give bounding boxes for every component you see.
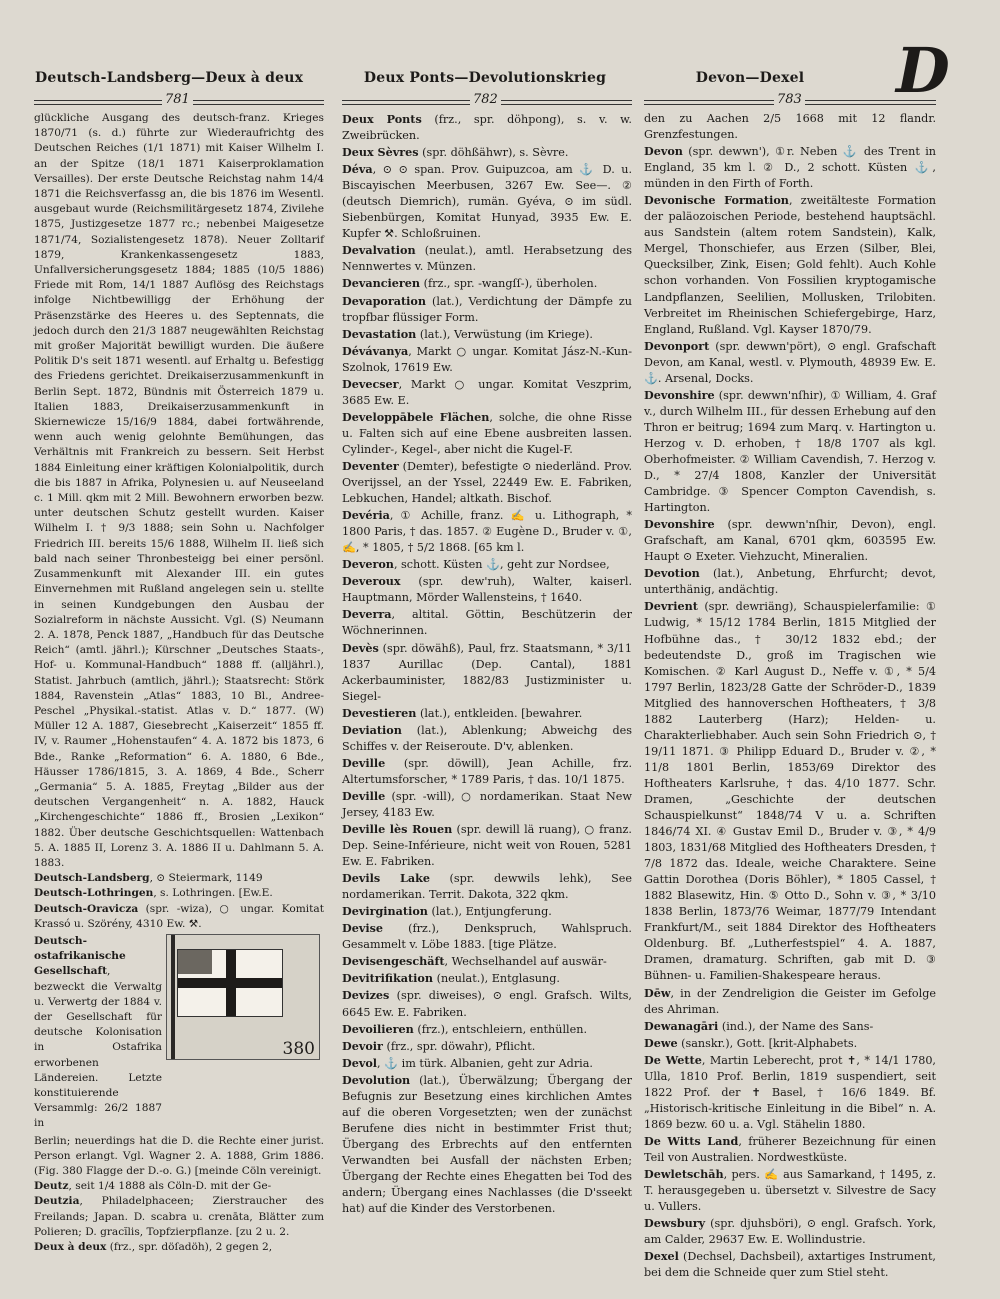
- entry-text: Devitrifikation (neulat.), Entglasung.: [342, 971, 560, 986]
- entry-text: Devaporation (lat.), Verdichtung der Dämpfe zu tropfbar flüssiger Form.: [342, 293, 632, 324]
- headword: Devol: [342, 1055, 378, 1070]
- entry-text: Deveron, schott. Küsten ⚓, geht zur Nordsee,: [342, 557, 610, 572]
- entry-text: Deviation (lat.), Ablenkung; Abweichg des Schiffes v. der Reiseroute. D'v, ablenken.: [342, 722, 632, 753]
- section-letter: D: [896, 34, 950, 107]
- entry-text: Dewanagāri (ind.), der Name des Sans-: [644, 1018, 874, 1033]
- entry-text: Deventer (Demter), befestigte ⊙ niederländ. Prov. Overijssel, an der Yssel, 22449 Ew. E. Fabriken, Lebkuchen, Handel; altkath. Bischof.: [342, 458, 632, 506]
- headword: Dexel: [644, 1249, 679, 1264]
- entry-text: Dēw, in der Zendreligion die Geister im Gefolge des Ahriman.: [644, 985, 936, 1016]
- headword: Deviation: [342, 722, 402, 737]
- flag-illustration: [166, 934, 320, 1060]
- headword: Deux Ponts: [342, 112, 422, 126]
- entry-text: Deville (spr. döwill), Jean Achille, frz. Altertumsforscher, * 1789 Paris, † das. 10/1 1875.: [342, 755, 632, 786]
- entry-text: Deutz, seit 1/4 1888 als Cöln-D. mit der Ge-: [34, 1180, 272, 1193]
- flag-canton: [178, 950, 212, 974]
- entry-text: Deutsch-Lothringen, s. Lothringen. [Ew.E.: [34, 887, 273, 900]
- headword: Dewe: [644, 1035, 678, 1050]
- headword: Deutsch-Landsberg: [34, 872, 150, 885]
- page-number-right-row: [644, 93, 936, 109]
- entry-text: De Wette, Martin Leberecht, prot ✝, * 14/1 1780, Ulla, 1810 Prof. Berlin, 1819 suspendiert, seit 1822 Prof. der ✝ Basel, † 16/6 1849. Bf. „Historisch-kritische Einleitung in die Bibel“ n. A. 1869 bezw. 60 u. a. Vgl. Stähelin 1880.: [644, 1052, 936, 1131]
- headword: Deville: [342, 755, 386, 770]
- entry-text: Deverra, altital. Göttin, Beschützerin der Wöchnerinnen.: [342, 607, 632, 638]
- headword: Devoir: [342, 1038, 383, 1053]
- headword: Deventer: [342, 458, 399, 473]
- page-number-right: 783: [774, 92, 805, 107]
- page-number-left-row: [34, 93, 324, 109]
- headword: Dévávanya: [342, 343, 409, 358]
- headword: Developpābele Flächen: [342, 409, 490, 424]
- headword: Deverra: [342, 607, 392, 622]
- headword: Deveroux: [342, 574, 401, 589]
- headword: Devirgination: [342, 904, 428, 919]
- headword: Devotion: [644, 566, 700, 581]
- headword: Deveron: [342, 557, 394, 572]
- entry-text: Devoir (frz., spr. döwahr), Pflicht.: [342, 1038, 536, 1053]
- headword: Dewsbury: [644, 1216, 706, 1231]
- entry-text: Dewsbury (spr. djuhsböri), ⊙ engl. Grafsch. York, am Calder, 29637 Ew. E. Wollindustrie.: [644, 1216, 936, 1247]
- entry-text: Devotion (lat.), Anbetung, Ehrfurcht; devot, unterthänig, andächtig.: [644, 566, 936, 597]
- entry-text: Devonische Formation, zweitälteste Formation der paläozoischen Periode, bestehend hauptsächl. aus Sandstein (altem rotem Sandstein), Kalk, Mergel, Thonschiefer, aus Erzen (Silber, Blei, Quecksilber, Zink, Eisen; Gold fehlt). Auch Kohle schon vorhanden. Von Fossilien kryptogamische Landpflanzen, Seelilien, Mollusken, Trilobiten. Verbreitet im Rheinischen Schiefergebirge, Harz, England, Rußland. Vgl. Kayser 1870/79.: [644, 193, 936, 336]
- headword: Dewletschāh: [644, 1167, 724, 1182]
- headword: Deux à deux: [34, 1241, 107, 1254]
- column-center: [342, 111, 632, 1217]
- headword: Devonshire: [644, 517, 715, 532]
- headword: Deutsch-Oravicza: [34, 902, 139, 915]
- page-number-left: 781: [162, 92, 193, 107]
- running-head-center: Deux Ponts—Devolutionskrieg: [363, 70, 607, 86]
- entry-text: Devirgination (lat.), Entjungferung.: [342, 904, 552, 919]
- entry-text: Devrient (spr. dewriäng), Schauspielerfamilie: ① Ludwig, * 15/12 1784 Berlin, 1815 Mitglied der Hofbühne das., † 30/12 1832 ebd.; der bedeutendste D., groß im Tragischen wie Komischen. ② Karl August D., Neffe v. ①, * 5/4 1797 Berlin, 1823/28 Gatte der Schröder-D., 1839 Mitglied des hannoverschen Hoftheaters, † 3/8 1882 Lauterberg (Harz); Helden- u. Charakterliebhaber. Auch sein Sohn Friedrich ⊙, † 19/11 1871. ③ Philipp Eduard D., Bruder v. ②, * 11/8 1801 Berlin, 1853/69 Direktor des Hoftheaters Karlsruhe, † das. 4/10 1877. Schr. Dramen, „Geschichte der deutschen Schauspielkunst“ 1848/74 V u. a. Schriften 1846/74 XI. ④ Gustav Emil D., Bruder v. ③, * 4/9 1803, 1831/68 Mitglied des Hoftheaters Dresden, † 7/8 1872 das. Ideale, weiche Charaktere. Seine Gattin Dorothea (Doris Böhler), * 1805 Cassel, † 1882 Blasewitz, Hin. ⑤ Otto D., Sohn v. ③, * 3/10 1838 Berlin, 1873/76 Weimar, 1877/79 Intendant Frankfurt/M., seit 1884 Direktor des Hoftheaters Oldenburg. Bf. „Lutherfestspiel“ 4. A. 1887, Dramen, dramaturg. Schriften, gab mit D. ③ Bühnen- u. Familien-Shakespeare heraus.: [644, 599, 936, 983]
- entry-text: Devonshire (spr. dewwn'nſhir), ① William, 4. Graf v., durch Wilhelm III., für dessen Erhebung auf den Thron er beitrug; 1694 zum Marq. v. Hartington u. Herzog v. D. erhoben, † 18/8 1707 als kgl. Oberhofmeister. ② William Cavendish, 7. Herzog v. D., * 27/4 1808, Kanzler der Universität Cambridge. ③ Spencer Compton Cavendish, s. Hartington.: [644, 387, 936, 515]
- entry-text: Devils Lake (spr. dewwils lehk), See nordamerikan. Territ. Dakota, 322 qkm.: [342, 871, 632, 902]
- flag-figure-block: [34, 934, 324, 1132]
- entry-text: Devastation (lat.), Verwüstung (im Kriege).: [342, 326, 593, 341]
- entry-text: Deville lès Rouen (spr. dewill lä ruang), ○ franz. Dep. Seine-Inférieure, nicht weit von Rouen, 5281 Ew. E. Fabriken.: [342, 822, 632, 869]
- headword: Devoilieren: [342, 1021, 414, 1036]
- entry-text: Deux Ponts (frz., spr. döhpong), s. v. w. Zweibrücken.: [342, 112, 632, 143]
- headword: Deutsch-ostafrikanische Gesellschaft: [34, 934, 126, 978]
- entry-text: Deutsch-Oravicza (spr. -wiza), ○ ungar. Komitat Krassó u. Szörény, 4310 Ew. ⚒.: [34, 902, 324, 930]
- entry-text: Devancieren (frz., spr. -wangſſ-), überholen.: [342, 276, 598, 291]
- flagpole: [171, 935, 175, 1059]
- entry-text: Devecser, Markt ○ ungar. Komitat Veszprim, 3685 Ew. E.: [342, 376, 632, 407]
- entry-text: Deutsch-Landsberg, ⊙ Steiermark, 1149: [34, 872, 263, 885]
- headword: Devastation: [342, 326, 417, 341]
- headword: Devitrifikation: [342, 971, 434, 986]
- headword: Devestieren: [342, 705, 417, 720]
- entry-text: Devestieren (lat.), entkleiden. [bewahrer.: [342, 705, 583, 720]
- headword: Devisengeschäft: [342, 954, 445, 969]
- headword: Devéria: [342, 508, 390, 523]
- entry-text: Deutzia, Philadelphaceen; Zierstraucher des Freilands; Japan. D. scabra u. crenāta, Blätter zum Polieren; D. gracĭlis, Topfzierpflanze. [zu 2 u. 2.: [34, 1195, 324, 1238]
- entry-text: Berlin; neuerdings hat die D. die Rechte einer jurist. Person erlangt. Vgl. Wagner 2. A. 1888, Grim 1886. (Fig. 380 Flagge der D.-o. G.) [meinde Cöln vereinigt.: [34, 1134, 324, 1178]
- headword: Dēw: [644, 985, 671, 1000]
- entry-text: Devès (spr. döwähß), Paul, frz. Staatsmann, * 3/11 1837 Aurillac (Dep. Cantal), 1881 Ackerbauminister, 1882/83 Justizminister u. Siegel-: [342, 640, 632, 703]
- headword: Devecser: [342, 376, 399, 391]
- entry-text: Dewletschāh, pers. ✍ aus Samarkand, † 1495, z. T. herausgegeben u. übersetzt v. Silvestre de Sacy u. Vullers.: [644, 1167, 936, 1214]
- entry-text: Deutsch-ostafrikanische Gesellschaft, bezweckt die Verwaltg u. Verwertg der 1884 v. der Gesellschaft für deutsche Kolonisation in Ostafrika erworbenen Ländereien. Letzte konstituierende Versammlg: 26/2 1887 in: [34, 934, 162, 1130]
- entry-text: Devol, ⚓ im türk. Albanien, geht zur Adria.: [342, 1055, 593, 1070]
- page-number-center-row: [342, 93, 632, 109]
- headword: Devalvation: [342, 243, 416, 258]
- headword: De Wette: [644, 1052, 702, 1067]
- entry-text: Devalvation (neulat.), amtl. Herabsetzung des Nennwertes v. Münzen.: [342, 243, 632, 274]
- entry-text: De Witts Land, früherer Bezeichnung für einen Teil von Australien. Nordwestküste.: [644, 1133, 936, 1164]
- column-left: [34, 111, 324, 1255]
- entry-text: Deville (spr. -will), ○ nordamerikan. Staat New Jersey, 4183 Ew.: [342, 788, 632, 819]
- entry-text: Dévávanya, Markt ○ ungar. Komitat Jász-N.-Kun-Szolnok, 17619 Ew.: [342, 343, 632, 374]
- headword: Devolution: [342, 1072, 411, 1087]
- headword: Dewanagāri: [644, 1018, 719, 1033]
- entry-text: den zu Aachen 2/5 1668 mit 12 flandr. Grenzfestungen.: [644, 112, 936, 142]
- headword: Devizes: [342, 988, 390, 1003]
- entry-text: Déva, ⊙ ⊙ span. Prov. Guipuzcoa, am ⚓ D. u. Biscayischen Meerbusen, 3267 Ew. See—. ② (deutsch Diemrich), rumän. Gyéva, ⊙ im südl. Siebenbürgen, Komitat Hunyad, 3935 Ew. E. Kupfer ⚒. Schloßruinen.: [342, 162, 632, 241]
- entry-text: Developpābele Flächen, solche, die ohne Risse u. Falten sich auf eine Ebene ausbreiten lassen. Cylinder-, Kegel-, aber nicht die Kugel-F.: [342, 409, 633, 456]
- headword: Devon: [644, 144, 683, 159]
- headword: Devrient: [644, 599, 698, 614]
- headword: Devonische Formation: [644, 193, 789, 208]
- entry-text: Devoilieren (frz.), entschleiern, enthüllen.: [342, 1021, 588, 1036]
- page-number-center: 782: [470, 92, 501, 107]
- entry-text: Dexel (Dechsel, Dachsbeil), axtartiges Instrument, bei dem die Schneide quer zum Stiel steht.: [644, 1249, 936, 1280]
- headword: Deutz: [34, 1180, 69, 1193]
- entry-text: Deveroux (spr. dew'ruh), Walter, kaiserl. Hauptmann, Mörder Wallensteins, † 1640.: [342, 574, 632, 605]
- entry-text: Devonport (spr. dewwn'pört), ⊙ engl. Grafschaft Devon, am Kanal, westl. v. Plymouth, 48939 Ew. E. ⚓. Arsenal, Docks.: [644, 338, 936, 385]
- figure-number: 380: [282, 1038, 315, 1059]
- headword: Deutsch-Lothringen: [34, 887, 154, 900]
- entry-text: Devise (frz.), Denkspruch, Wahlspruch. Gesammelt v. Löbe 1883. [tige Plätze.: [342, 921, 632, 952]
- running-head-right: Devon—Dexel: [695, 70, 805, 86]
- headword: Deville lès Rouen: [342, 822, 453, 837]
- entry-text: Devizes (spr. diweises), ⊙ engl. Grafsch. Wilts, 6645 Ew. E. Fabriken.: [342, 988, 632, 1019]
- entry-text: Devolution (lat.), Überwälzung; Übergang der Befugnis zur Besetzung eines kirchlichen Amtes auf die oberen Vorgesetzten; wen der zunächst Berufene dies nicht in bestimmter Frist thut; Übergang des Erbrechts auf den entfernten Verwandten bei Ausfall der nächsten Erben; Übergang der Rechte eines Ehegatten bei Tod des andern; Übergang eines Nachlasses (die D'sseekt hat) auf die Kinder des Verstorbenen.: [342, 1072, 632, 1216]
- entry-text: Devisengeschäft, Wechselhandel auf auswär-: [342, 954, 607, 969]
- headword: Devès: [342, 640, 379, 655]
- entry-text: Deux Sèvres (spr. döhßähwr), s. Sèvre.: [342, 145, 569, 160]
- entry-text: Devonshire (spr. dewwn'nſhir, Devon), engl. Grafschaft, am Kanal, 6701 qkm, 603595 Ew. Haupt ⊙ Exeter. Viehzucht, Mineralien.: [644, 517, 936, 564]
- running-head-left: Deutsch-Landsberg—Deux à deux: [35, 70, 304, 86]
- headword: Devonshire: [644, 387, 715, 402]
- entry-text: Dewe (sanskr.), Gott. [krit-Alphabets.: [644, 1035, 858, 1050]
- headword: Devaporation: [342, 293, 427, 308]
- column-right: [644, 111, 936, 1281]
- entry-text: glückliche Ausgang des deutsch-franz. Krieges 1870/71 (s. d.) führte zur Wiederaufrichtg des Deutschen Reiches (1/1 1871) mit Kaiser Wilhelm I. an der Spitze (18/1 1871 Kaiserproklamation Versailles). Der erste Deutsche Reichstag nahm 14/4 1871 die Reichsverfassg an, die bis 1876 im Wesentl. ausgebaut wurde (Reichsmilitärgesetz 1874, Zivilehe 1875, Justizgesetze 1877 rc.; nebenbei Maigesetze 1871/74, Sozialistengesetz 1878). Neuer Zolltarif 1879, Krankenkassengesetz 1883, Unfallversicherungsgesetz 1884; 1885 (10/5 1886) Friede mit Rom, 14/1 1887 Auflösg des Reichstags infolge Nichtbewilligg der Erhöhung der Präsenzstärke des Heeres u. des Septennats, die jedoch durch den 21/3 1887 neugewählten Reichstag mit großer Majorität bewilligt wurden. Die äußere Politik D's seit 1871 wesentl. auf Erhaltg u. Befestigg des Friedens gerichtet. Dreikaiserzusammenkunft in Berlin Sept. 1872, Bündnis mit Österreich 1879 u. Italien 1883, Dreikaiserzusammenkunft in Skiernewicze 15/16/9 1884, dabei fortwährende, wenn auch wenig gelohnte Bemühungen, das Verhältnis mit Frankreich zu bessern. Seit Herbst 1884 Einleitung einer kräftigen Kolonialpolitik, durch die bis 1887 in Afrika, Polynesien u. auf Neuseeland c. 1 Mill. qkm mit 2 Mill. Bewohnern erworben bezw. unter deutschen Schutz gestellt wurden. Kaiser Wilhelm I. † 9/3 1888; sein Sohn u. Nachfolger Friedrich III. bereits 15/6 1888, Wilhelm II. ließ sich bald nach seiner Thronbesteigg bei einer persönl. Zusammenkunft mit Alexander III. ein gutes Einvernehmen mit Rußland angelegen sein u. stellte in seinen Kundgebungen den Ausbau der Sozialreform in nächste Aussicht. Vgl. (S) Neumann 2. A. 1878, Penck 1887, „Handbuch für das Deutsche Reich“ (amtl. jährl.); Kürschner „Deutsches Staats-, Hof- u. Kommunal-Handbuch“ 1888 ff. (alljährl.), Statist. Jahrbuch (amtlich, jährl.); Staatsrecht: Störk 1884, Ravenstein „Atlas“ 1883, 10 Bl., Andree-Peschel „Physikal.-statist. Atlas v. D.“ 1877. (W) Müller 12 A. 1887, Giesebrecht „Kaiserzeit“ 1855 ff. IV, v. Raumer „Hohenstaufen“ 4. A. 1872 bis 1873, 6 Bde., Ranke „Reformation“ 6. A. 1880, 6 Bde., Häusser 1786/1815, 3. A. 1869, 4 Bde., Scherr „Germania“ 5. A. 1885, Freytag „Bilder aus der deutschen Vergangenheit“ n. A. 1882, Hauck „Kirchengeschichte“ 1886 ff., Brosien „Lexikon“ 1882. Über deutsche Geschichtsquellen: Wattenbach 5. A. 1885 II, Lorenz 3. A. 1886 II u. Dahlmann 5. A. 1883.: [34, 112, 324, 869]
- headword: De Witts Land: [644, 1133, 739, 1148]
- headword: Deutzia: [34, 1195, 80, 1208]
- headword: Deville: [342, 788, 386, 803]
- flag-cloth: [177, 949, 283, 1017]
- entry-text: Devéria, ① Achille, franz. ✍ u. Lithograph, * 1800 Paris, † das. 1857. ② Eugène D., Bruder v. ①, ✍, * 1805, † 5/2 1868. [65 km l.: [342, 508, 632, 555]
- headword: Devonport: [644, 338, 710, 353]
- entry-text: Devon (spr. dewwn'), ①r. Neben ⚓ des Trent in England, 35 km l. ② D., 2 schott. Küsten ⚓, münden in den Firth of Forth.: [644, 144, 936, 191]
- cross-horizontal: [178, 978, 282, 988]
- headword: Devils Lake: [342, 871, 430, 886]
- headword: Devise: [342, 921, 383, 936]
- headword: Déva: [342, 162, 373, 177]
- headword: Deux Sèvres: [342, 145, 419, 160]
- entry-text: Deux à deux (frz., spr. döſadöh), 2 gegen 2,: [34, 1241, 273, 1254]
- headword: Devancieren: [342, 276, 421, 291]
